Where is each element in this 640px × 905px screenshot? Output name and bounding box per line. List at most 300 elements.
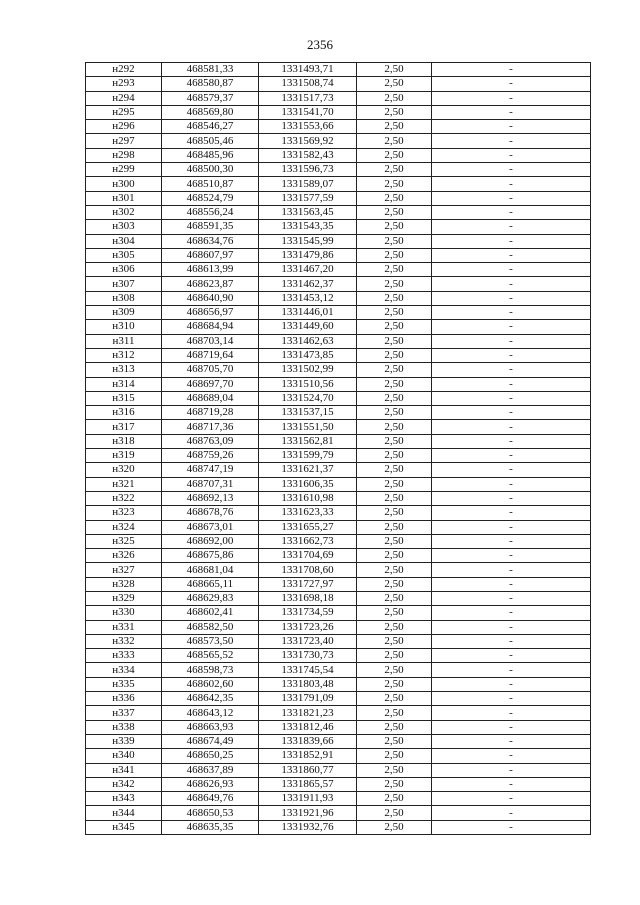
y-coordinate-cell: 1331508,74 (259, 77, 357, 91)
note-cell: - (432, 591, 591, 605)
table-row (86, 163, 591, 177)
note-cell: - (432, 234, 591, 248)
x-coordinate-cell: 468703,14 (162, 334, 259, 348)
note-cell: - (432, 506, 591, 520)
note-cell: - (432, 391, 591, 405)
accuracy-cell: 2,50 (357, 134, 432, 148)
table-row (86, 563, 591, 577)
point-id-cell: н292 (86, 63, 162, 77)
accuracy-cell: 2,50 (357, 191, 432, 205)
x-coordinate-cell: 468649,76 (162, 792, 259, 806)
x-coordinate-cell: 468623,87 (162, 277, 259, 291)
x-coordinate-cell: 468650,53 (162, 806, 259, 820)
point-id-cell: н301 (86, 191, 162, 205)
note-cell: - (432, 449, 591, 463)
table-row (86, 491, 591, 505)
table-row (86, 220, 591, 234)
x-coordinate-cell: 468763,09 (162, 434, 259, 448)
accuracy-cell: 2,50 (357, 663, 432, 677)
note-cell: - (432, 634, 591, 648)
note-cell: - (432, 477, 591, 491)
point-id-cell: н318 (86, 434, 162, 448)
table-row (86, 306, 591, 320)
point-id-cell: н324 (86, 520, 162, 534)
x-coordinate-cell: 468485,96 (162, 148, 259, 162)
accuracy-cell: 2,50 (357, 463, 432, 477)
accuracy-cell: 2,50 (357, 348, 432, 362)
accuracy-cell: 2,50 (357, 591, 432, 605)
y-coordinate-cell: 1331449,60 (259, 320, 357, 334)
note-cell: - (432, 205, 591, 219)
table-row (86, 720, 591, 734)
accuracy-cell: 2,50 (357, 549, 432, 563)
table-row (86, 463, 591, 477)
point-id-cell: н295 (86, 105, 162, 119)
point-id-cell: н294 (86, 91, 162, 105)
x-coordinate-cell: 468697,70 (162, 377, 259, 391)
table-row (86, 506, 591, 520)
accuracy-cell: 2,50 (357, 777, 432, 791)
point-id-cell: н300 (86, 177, 162, 191)
y-coordinate-cell: 1331745,54 (259, 663, 357, 677)
accuracy-cell: 2,50 (357, 449, 432, 463)
note-cell: - (432, 677, 591, 691)
y-coordinate-cell: 1331655,27 (259, 520, 357, 534)
accuracy-cell: 2,50 (357, 477, 432, 491)
x-coordinate-cell: 468569,80 (162, 105, 259, 119)
x-coordinate-cell: 468637,89 (162, 763, 259, 777)
point-id-cell: н329 (86, 591, 162, 605)
accuracy-cell: 2,50 (357, 177, 432, 191)
x-coordinate-cell: 468692,13 (162, 491, 259, 505)
y-coordinate-cell: 1331517,73 (259, 91, 357, 105)
y-coordinate-cell: 1331623,33 (259, 506, 357, 520)
note-cell: - (432, 306, 591, 320)
note-cell: - (432, 334, 591, 348)
accuracy-cell: 2,50 (357, 63, 432, 77)
note-cell: - (432, 749, 591, 763)
y-coordinate-cell: 1331569,92 (259, 134, 357, 148)
note-cell: - (432, 534, 591, 548)
x-coordinate-cell: 468665,11 (162, 577, 259, 591)
point-id-cell: н341 (86, 763, 162, 777)
y-coordinate-cell: 1331541,70 (259, 105, 357, 119)
accuracy-cell: 2,50 (357, 563, 432, 577)
note-cell: - (432, 577, 591, 591)
point-id-cell: н344 (86, 806, 162, 820)
x-coordinate-cell: 468634,76 (162, 234, 259, 248)
x-coordinate-cell: 468505,46 (162, 134, 259, 148)
point-id-cell: н343 (86, 792, 162, 806)
accuracy-cell: 2,50 (357, 148, 432, 162)
accuracy-cell: 2,50 (357, 77, 432, 91)
point-id-cell: н298 (86, 148, 162, 162)
accuracy-cell: 2,50 (357, 391, 432, 405)
accuracy-cell: 2,50 (357, 606, 432, 620)
note-cell: - (432, 520, 591, 534)
point-id-cell: н325 (86, 534, 162, 548)
y-coordinate-cell: 1331704,69 (259, 549, 357, 563)
table-row (86, 120, 591, 134)
note-cell: - (432, 77, 591, 91)
y-coordinate-cell: 1331543,35 (259, 220, 357, 234)
table-row (86, 706, 591, 720)
note-cell: - (432, 120, 591, 134)
table-row (86, 63, 591, 77)
table-row (86, 620, 591, 634)
table-row (86, 406, 591, 420)
note-cell: - (432, 434, 591, 448)
table-row (86, 363, 591, 377)
point-id-cell: н308 (86, 291, 162, 305)
accuracy-cell: 2,50 (357, 363, 432, 377)
note-cell: - (432, 563, 591, 577)
accuracy-cell: 2,50 (357, 792, 432, 806)
point-id-cell: н312 (86, 348, 162, 362)
accuracy-cell: 2,50 (357, 220, 432, 234)
note-cell: - (432, 720, 591, 734)
accuracy-cell: 2,50 (357, 577, 432, 591)
table-row (86, 649, 591, 663)
x-coordinate-cell: 468719,28 (162, 406, 259, 420)
y-coordinate-cell: 1331734,59 (259, 606, 357, 620)
y-coordinate-cell: 1331821,23 (259, 706, 357, 720)
accuracy-cell: 2,50 (357, 163, 432, 177)
point-id-cell: н313 (86, 363, 162, 377)
note-cell: - (432, 348, 591, 362)
accuracy-cell: 2,50 (357, 234, 432, 248)
note-cell: - (432, 220, 591, 234)
y-coordinate-cell: 1331467,20 (259, 263, 357, 277)
point-id-cell: н334 (86, 663, 162, 677)
accuracy-cell: 2,50 (357, 677, 432, 691)
table-row (86, 777, 591, 791)
y-coordinate-cell: 1331708,60 (259, 563, 357, 577)
y-coordinate-cell: 1331562,81 (259, 434, 357, 448)
table-row (86, 534, 591, 548)
accuracy-cell: 2,50 (357, 506, 432, 520)
note-cell: - (432, 763, 591, 777)
table-row (86, 205, 591, 219)
note-cell: - (432, 792, 591, 806)
y-coordinate-cell: 1331606,35 (259, 477, 357, 491)
x-coordinate-cell: 468580,87 (162, 77, 259, 91)
table-row (86, 191, 591, 205)
x-coordinate-cell: 468759,26 (162, 449, 259, 463)
y-coordinate-cell: 1331551,50 (259, 420, 357, 434)
x-coordinate-cell: 468678,76 (162, 506, 259, 520)
x-coordinate-cell: 468643,12 (162, 706, 259, 720)
y-coordinate-cell: 1331473,85 (259, 348, 357, 362)
table-row (86, 177, 591, 191)
point-id-cell: н323 (86, 506, 162, 520)
accuracy-cell: 2,50 (357, 105, 432, 119)
x-coordinate-cell: 468656,97 (162, 306, 259, 320)
point-id-cell: н307 (86, 277, 162, 291)
x-coordinate-cell: 468607,97 (162, 248, 259, 262)
x-coordinate-cell: 468500,30 (162, 163, 259, 177)
accuracy-cell: 2,50 (357, 520, 432, 534)
y-coordinate-cell: 1331803,48 (259, 677, 357, 691)
note-cell: - (432, 363, 591, 377)
accuracy-cell: 2,50 (357, 749, 432, 763)
y-coordinate-cell: 1331723,26 (259, 620, 357, 634)
accuracy-cell: 2,50 (357, 806, 432, 820)
accuracy-cell: 2,50 (357, 692, 432, 706)
table-row (86, 634, 591, 648)
table-row (86, 391, 591, 405)
note-cell: - (432, 191, 591, 205)
note-cell: - (432, 692, 591, 706)
point-id-cell: н305 (86, 248, 162, 262)
table-row (86, 663, 591, 677)
point-id-cell: н296 (86, 120, 162, 134)
y-coordinate-cell: 1331860,77 (259, 763, 357, 777)
point-id-cell: н332 (86, 634, 162, 648)
accuracy-cell: 2,50 (357, 706, 432, 720)
y-coordinate-cell: 1331462,37 (259, 277, 357, 291)
table-row (86, 148, 591, 162)
note-cell: - (432, 63, 591, 77)
table-row (86, 277, 591, 291)
table-row (86, 763, 591, 777)
y-coordinate-cell: 1331479,86 (259, 248, 357, 262)
accuracy-cell: 2,50 (357, 434, 432, 448)
accuracy-cell: 2,50 (357, 634, 432, 648)
table-row (86, 348, 591, 362)
note-cell: - (432, 134, 591, 148)
y-coordinate-cell: 1331537,15 (259, 406, 357, 420)
point-id-cell: н340 (86, 749, 162, 763)
x-coordinate-cell: 468581,33 (162, 63, 259, 77)
x-coordinate-cell: 468642,35 (162, 692, 259, 706)
point-id-cell: н310 (86, 320, 162, 334)
coordinates-table-body (86, 63, 591, 835)
x-coordinate-cell: 468684,94 (162, 320, 259, 334)
x-coordinate-cell: 468602,41 (162, 606, 259, 620)
y-coordinate-cell: 1331662,73 (259, 534, 357, 548)
x-coordinate-cell: 468650,25 (162, 749, 259, 763)
point-id-cell: н317 (86, 420, 162, 434)
table-row (86, 377, 591, 391)
table-row (86, 477, 591, 491)
accuracy-cell: 2,50 (357, 420, 432, 434)
note-cell: - (432, 277, 591, 291)
table-row (86, 77, 591, 91)
accuracy-cell: 2,50 (357, 491, 432, 505)
note-cell: - (432, 105, 591, 119)
table-row (86, 263, 591, 277)
table-row (86, 591, 591, 605)
accuracy-cell: 2,50 (357, 377, 432, 391)
note-cell: - (432, 148, 591, 162)
table-row (86, 749, 591, 763)
point-id-cell: н328 (86, 577, 162, 591)
x-coordinate-cell: 468598,73 (162, 663, 259, 677)
accuracy-cell: 2,50 (357, 263, 432, 277)
y-coordinate-cell: 1331921,96 (259, 806, 357, 820)
x-coordinate-cell: 468510,87 (162, 177, 259, 191)
x-coordinate-cell: 468674,49 (162, 734, 259, 748)
table-row (86, 134, 591, 148)
x-coordinate-cell: 468681,04 (162, 563, 259, 577)
table-row (86, 520, 591, 534)
x-coordinate-cell: 468591,35 (162, 220, 259, 234)
point-id-cell: н331 (86, 620, 162, 634)
table-row (86, 105, 591, 119)
point-id-cell: н315 (86, 391, 162, 405)
note-cell: - (432, 320, 591, 334)
table-row (86, 334, 591, 348)
y-coordinate-cell: 1331493,71 (259, 63, 357, 77)
x-coordinate-cell: 468626,93 (162, 777, 259, 791)
table-row (86, 606, 591, 620)
accuracy-cell: 2,50 (357, 248, 432, 262)
y-coordinate-cell: 1331932,76 (259, 820, 357, 834)
accuracy-cell: 2,50 (357, 91, 432, 105)
table-row (86, 692, 591, 706)
table-row (86, 449, 591, 463)
point-id-cell: н333 (86, 649, 162, 663)
note-cell: - (432, 620, 591, 634)
point-id-cell: н330 (86, 606, 162, 620)
y-coordinate-cell: 1331911,93 (259, 792, 357, 806)
point-id-cell: н321 (86, 477, 162, 491)
table-row (86, 291, 591, 305)
table-row (86, 820, 591, 834)
y-coordinate-cell: 1331453,12 (259, 291, 357, 305)
y-coordinate-cell: 1331610,98 (259, 491, 357, 505)
note-cell: - (432, 649, 591, 663)
accuracy-cell: 2,50 (357, 277, 432, 291)
table-row (86, 434, 591, 448)
point-id-cell: н327 (86, 563, 162, 577)
note-cell: - (432, 777, 591, 791)
x-coordinate-cell: 468707,31 (162, 477, 259, 491)
point-id-cell: н326 (86, 549, 162, 563)
note-cell: - (432, 606, 591, 620)
accuracy-cell: 2,50 (357, 291, 432, 305)
y-coordinate-cell: 1331839,66 (259, 734, 357, 748)
note-cell: - (432, 463, 591, 477)
note-cell: - (432, 549, 591, 563)
note-cell: - (432, 806, 591, 820)
x-coordinate-cell: 468546,27 (162, 120, 259, 134)
x-coordinate-cell: 468582,50 (162, 620, 259, 634)
table-row (86, 320, 591, 334)
note-cell: - (432, 706, 591, 720)
y-coordinate-cell: 1331563,45 (259, 205, 357, 219)
note-cell: - (432, 163, 591, 177)
y-coordinate-cell: 1331524,70 (259, 391, 357, 405)
page-number: 2356 (307, 37, 333, 52)
note-cell: - (432, 377, 591, 391)
note-cell: - (432, 291, 591, 305)
note-cell: - (432, 263, 591, 277)
y-coordinate-cell: 1331462,63 (259, 334, 357, 348)
accuracy-cell: 2,50 (357, 620, 432, 634)
table-row (86, 420, 591, 434)
x-coordinate-cell: 468613,99 (162, 263, 259, 277)
y-coordinate-cell: 1331545,99 (259, 234, 357, 248)
accuracy-cell: 2,50 (357, 734, 432, 748)
accuracy-cell: 2,50 (357, 320, 432, 334)
y-coordinate-cell: 1331865,57 (259, 777, 357, 791)
note-cell: - (432, 663, 591, 677)
accuracy-cell: 2,50 (357, 406, 432, 420)
accuracy-cell: 2,50 (357, 763, 432, 777)
y-coordinate-cell: 1331446,01 (259, 306, 357, 320)
accuracy-cell: 2,50 (357, 205, 432, 219)
point-id-cell: н297 (86, 134, 162, 148)
point-id-cell: н319 (86, 449, 162, 463)
x-coordinate-cell: 468675,86 (162, 549, 259, 563)
point-id-cell: н293 (86, 77, 162, 91)
y-coordinate-cell: 1331812,46 (259, 720, 357, 734)
point-id-cell: н338 (86, 720, 162, 734)
x-coordinate-cell: 468673,01 (162, 520, 259, 534)
table-row (86, 234, 591, 248)
point-id-cell: н316 (86, 406, 162, 420)
accuracy-cell: 2,50 (357, 720, 432, 734)
y-coordinate-cell: 1331502,99 (259, 363, 357, 377)
accuracy-cell: 2,50 (357, 820, 432, 834)
note-cell: - (432, 491, 591, 505)
table-row (86, 806, 591, 820)
x-coordinate-cell: 468565,52 (162, 649, 259, 663)
point-id-cell: н345 (86, 820, 162, 834)
point-id-cell: н320 (86, 463, 162, 477)
x-coordinate-cell: 468556,24 (162, 205, 259, 219)
x-coordinate-cell: 468692,00 (162, 534, 259, 548)
y-coordinate-cell: 1331698,18 (259, 591, 357, 605)
x-coordinate-cell: 468602,60 (162, 677, 259, 691)
note-cell: - (432, 406, 591, 420)
y-coordinate-cell: 1331589,07 (259, 177, 357, 191)
y-coordinate-cell: 1331596,73 (259, 163, 357, 177)
point-id-cell: н311 (86, 334, 162, 348)
x-coordinate-cell: 468663,93 (162, 720, 259, 734)
table-row (86, 792, 591, 806)
note-cell: - (432, 177, 591, 191)
x-coordinate-cell: 468747,19 (162, 463, 259, 477)
y-coordinate-cell: 1331852,91 (259, 749, 357, 763)
y-coordinate-cell: 1331727,97 (259, 577, 357, 591)
point-id-cell: н309 (86, 306, 162, 320)
x-coordinate-cell: 468705,70 (162, 363, 259, 377)
y-coordinate-cell: 1331621,37 (259, 463, 357, 477)
x-coordinate-cell: 468635,35 (162, 820, 259, 834)
point-id-cell: н299 (86, 163, 162, 177)
note-cell: - (432, 248, 591, 262)
accuracy-cell: 2,50 (357, 334, 432, 348)
table-row (86, 734, 591, 748)
x-coordinate-cell: 468719,64 (162, 348, 259, 362)
x-coordinate-cell: 468689,04 (162, 391, 259, 405)
x-coordinate-cell: 468524,79 (162, 191, 259, 205)
table-row (86, 248, 591, 262)
y-coordinate-cell: 1331582,43 (259, 148, 357, 162)
point-id-cell: н339 (86, 734, 162, 748)
y-coordinate-cell: 1331577,59 (259, 191, 357, 205)
x-coordinate-cell: 468629,83 (162, 591, 259, 605)
table-row (86, 577, 591, 591)
y-coordinate-cell: 1331723,40 (259, 634, 357, 648)
x-coordinate-cell: 468717,36 (162, 420, 259, 434)
point-id-cell: н337 (86, 706, 162, 720)
note-cell: - (432, 734, 591, 748)
point-id-cell: н342 (86, 777, 162, 791)
